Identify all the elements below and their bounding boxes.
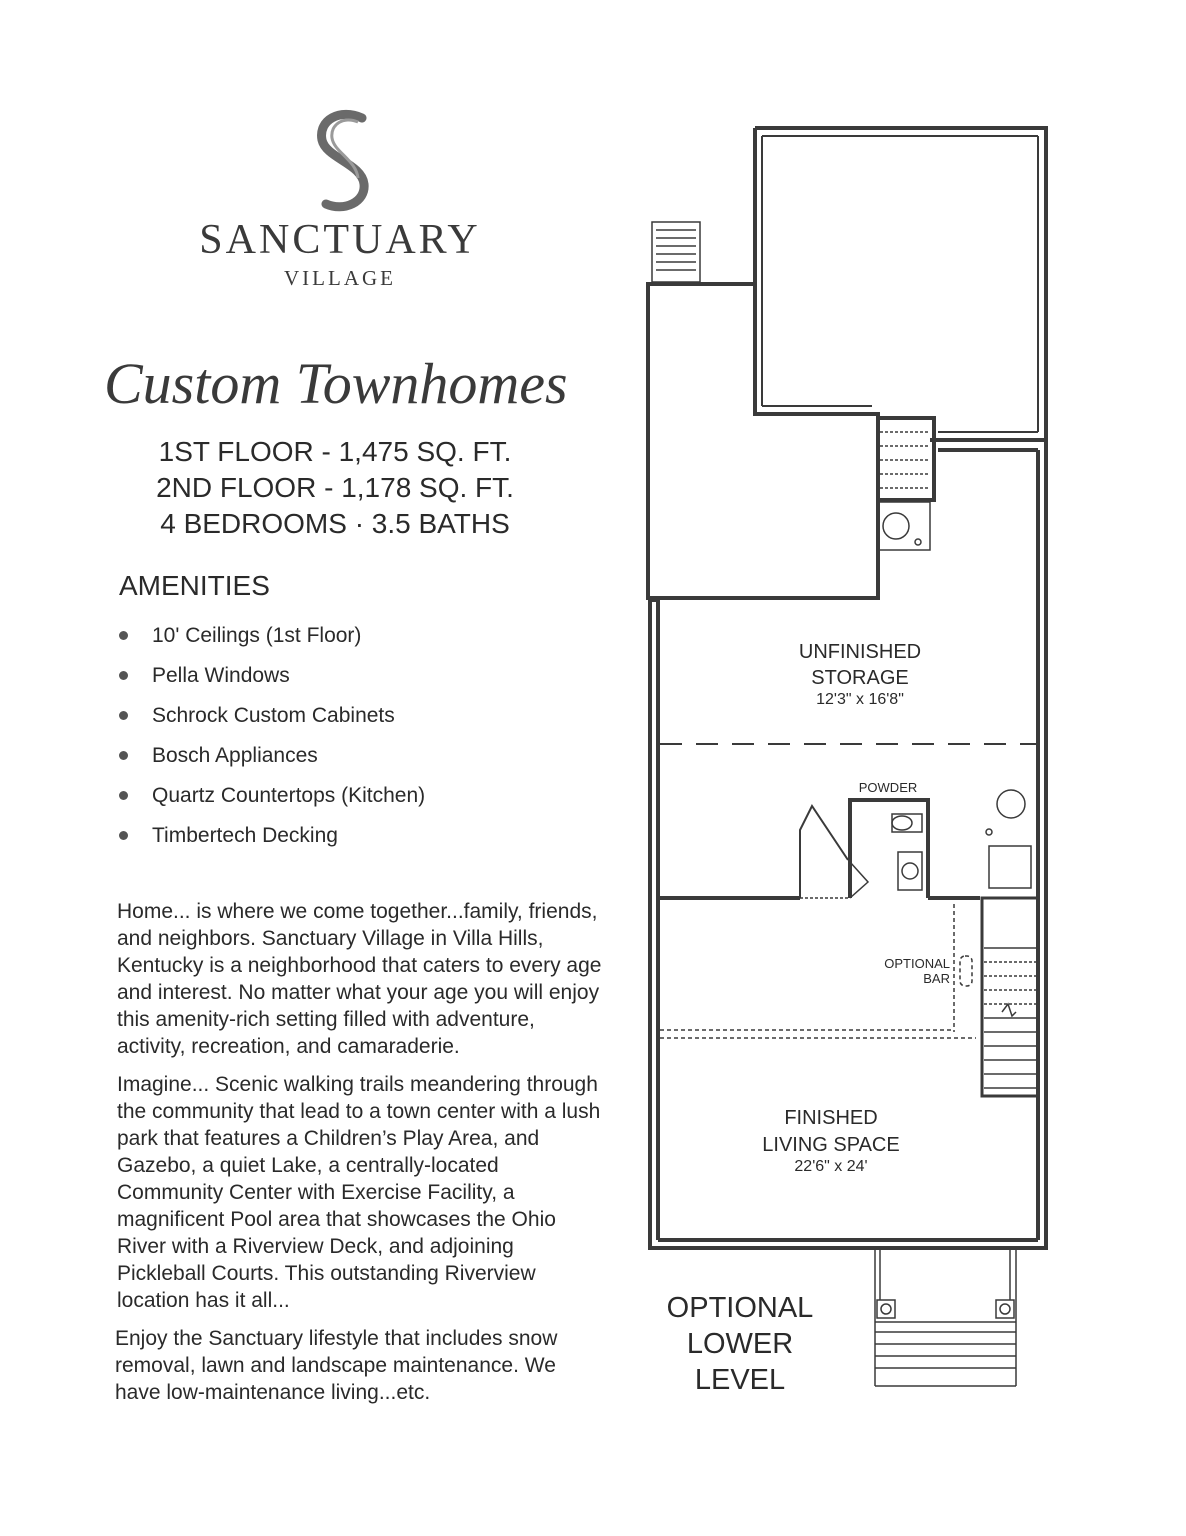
headline: Custom Townhomes <box>104 351 568 416</box>
specs-block <box>120 434 550 542</box>
bar-label-line2: BAR <box>923 971 950 986</box>
powder-room <box>800 800 928 898</box>
bullet-icon <box>119 751 128 760</box>
living-label-line1: FINISHED <box>784 1107 878 1129</box>
amenities-list <box>118 616 558 856</box>
sanctuary-s-logo-icon <box>300 108 390 218</box>
sump-pump-icon <box>997 790 1025 818</box>
caption-line3: LEVEL <box>694 1364 786 1396</box>
lower-level-floorplan <box>630 110 1070 1400</box>
bullet-icon <box>119 791 128 800</box>
lifestyle-paragraph: Enjoy the Sanctuary lifestyle that includes snow removal, lawn and landscape maintenance. We have low-maintenance living...etc. <box>115 1327 558 1404</box>
brand-name: SANCTUARY <box>199 217 481 263</box>
water-heater-icon <box>883 513 909 539</box>
bullet-icon <box>119 631 128 640</box>
powder-label: POWDER <box>858 780 918 795</box>
storage-label-line2: STORAGE <box>811 667 909 689</box>
spec-second-floor: 2ND FLOOR - 1,178 SQ. FT. <box>156 472 514 503</box>
amenities-title: AMENITIES <box>119 570 270 601</box>
living-label-line2: LIVING SPACE <box>762 1134 900 1156</box>
upper-left-wall <box>755 128 878 600</box>
mechanical-closet <box>878 502 930 550</box>
interior-stair-upper <box>878 418 934 500</box>
amenity-item: Quartz Countertops (Kitchen) <box>118 776 558 816</box>
bullet-icon <box>119 671 128 680</box>
bar-label-line1: OPTIONAL <box>884 956 950 971</box>
living-size: 22'6" x 24' <box>794 1158 868 1175</box>
storage-label-line1: UNFINISHED <box>798 641 922 663</box>
upper-wall <box>755 128 1046 440</box>
plan-caption <box>640 1290 840 1398</box>
interior-stair-lower <box>982 898 1038 1096</box>
exterior-stair-top <box>652 222 700 282</box>
spec-first-floor: 1ST FLOOR - 1,475 SQ. FT. <box>158 436 512 467</box>
spec-bedrooms-baths: 4 BEDROOMS · 3.5 BATHS <box>160 508 510 539</box>
caption-line2: LOWER <box>686 1328 794 1360</box>
amenity-item: 10' Ceilings (1st Floor) <box>118 616 558 656</box>
brand-subtitle: VILLAGE <box>284 266 396 290</box>
lower-deck <box>875 1250 1016 1386</box>
caption-line1: OPTIONAL <box>666 1292 814 1324</box>
bullet-icon <box>119 831 128 840</box>
amenity-item: Bosch Appliances <box>118 736 558 776</box>
amenity-item: Pella Windows <box>118 656 558 696</box>
utility-box <box>989 846 1031 888</box>
amenity-item: Schrock Custom Cabinets <box>118 696 558 736</box>
imagine-paragraph: Imagine... Scenic walking trails meandering through the community that lead to a town center with a lush park that features a Children’s Play Area, and Gazebo, a quiet Lake, a centrally-located Community Center with Exercise Facility, a magnificent Pool area that showcases the Ohio River with a Riverview Deck, and adjoining Pickleball Courts. This outstanding Riverview location has it all... <box>117 1073 601 1312</box>
intro-paragraph: Home... is where we come together...family, friends, and neighbors. Sanctuary Village in Villa Hills, Kentucky is a neighborhood that caters to every age and interest. No matter what your age you will enjoy this amenity-rich setting filled with adventure, activity, recreation, and camaraderie. <box>117 900 602 1058</box>
amenity-item: Timbertech Decking <box>118 816 558 856</box>
storage-size: 12'3" x 16'8" <box>816 691 904 708</box>
bullet-icon <box>119 711 128 720</box>
